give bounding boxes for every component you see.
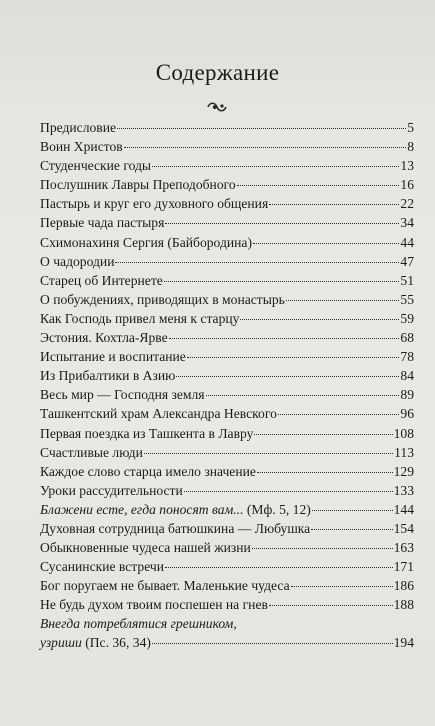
toc-entry[interactable]	[40, 118, 414, 137]
toc-entry-title: Духовная сотрудница батюшкина — Любушка	[40, 520, 311, 536]
dot-leader	[164, 281, 400, 282]
dot-leader	[312, 510, 393, 511]
dot-leader	[237, 185, 400, 186]
toc-entry-title: Ташкентский храм Александра Невского	[40, 406, 277, 422]
toc-entry-title: О чадородии	[40, 253, 115, 269]
toc-entry[interactable]	[40, 500, 414, 519]
toc-entry-title: Счастливые люди	[40, 444, 143, 460]
dot-leader	[257, 472, 393, 473]
toc-entry[interactable]	[40, 290, 414, 309]
toc-entry[interactable]	[40, 481, 414, 500]
toc-entry[interactable]	[40, 385, 414, 404]
toc-entry-title: Как Господь привел меня к старцу	[40, 310, 240, 326]
toc-entry-page: 78	[400, 349, 414, 365]
dot-leader	[184, 491, 393, 492]
toc-entry-title: Первые чада пастыря	[40, 215, 165, 231]
toc-entry-page: 108	[393, 425, 414, 441]
toc-entry-title-italic: узриши	[40, 635, 82, 651]
toc-entry[interactable]	[40, 233, 414, 252]
toc-entry-title: Не будь духом твоим поспешен на гнев	[40, 597, 268, 613]
toc-entry-page: 13	[400, 158, 414, 174]
toc-entry-title: Послушник Лавры Преподобного	[40, 177, 236, 193]
toc-entry-title: Воин Христов	[40, 139, 123, 155]
toc-entry[interactable]	[40, 519, 414, 538]
toc-entry-page: 5	[407, 120, 414, 135]
toc-entry[interactable]	[40, 309, 414, 328]
toc-entry-title	[40, 500, 311, 519]
toc-entry-title: Пастырь и круг его духовного общения	[40, 196, 269, 212]
toc-entry-page: 16	[400, 177, 414, 193]
toc-entry-page: 144	[393, 501, 414, 517]
toc-entry-title: Весь мир — Господня земля	[40, 387, 205, 403]
dot-leader	[286, 300, 400, 301]
dot-leader	[165, 223, 399, 224]
toc-entry-title: Старец об Интернете	[40, 272, 163, 288]
toc-entry[interactable]	[40, 271, 414, 290]
toc-entry-page: 171	[393, 559, 414, 575]
toc-entry[interactable]	[40, 194, 414, 213]
toc-entry-title: Уроки рассудительности	[40, 482, 183, 498]
toc-entry[interactable]	[40, 404, 414, 423]
toc-entry-page: 89	[400, 387, 414, 403]
toc-entry-page: 96	[400, 406, 414, 422]
toc-entry-title: Каждое слово старца имело значение	[40, 463, 256, 479]
dot-leader	[253, 243, 399, 244]
toc-entry-page: 84	[400, 368, 414, 384]
toc-entry[interactable]	[40, 557, 414, 576]
dot-leader	[117, 128, 406, 129]
toc-entry-page: 133	[393, 482, 414, 498]
dot-leader	[311, 529, 392, 530]
toc-entry[interactable]	[40, 595, 414, 614]
toc-entry-title-line1: Внегда потреблятися грешником,	[40, 616, 237, 632]
toc-entry-title-italic: Блажени есте, егда поносят вам...	[40, 501, 244, 517]
dot-leader	[206, 395, 400, 396]
toc-entry-page: 68	[400, 330, 414, 346]
toc-entry[interactable]	[40, 213, 414, 232]
toc-entry-page: 59	[400, 310, 414, 326]
toc-entry-page: 8	[407, 139, 414, 155]
toc-entry-title: Студенческие годы	[40, 158, 152, 174]
dot-leader	[187, 357, 400, 358]
dot-leader	[165, 567, 393, 568]
dot-leader	[115, 262, 399, 263]
toc-entry[interactable]	[40, 366, 414, 385]
toc-entry-title-line2	[40, 633, 151, 652]
dot-leader	[291, 586, 393, 587]
page-title: Содержание	[155, 60, 280, 85]
toc-entry-page: 22	[400, 196, 414, 212]
dot-leader	[278, 414, 400, 415]
toc-entry[interactable]	[40, 576, 414, 595]
toc-entry-title: Эстония. Кохтла-Ярве	[40, 330, 168, 346]
toc-entry-page: 34	[400, 215, 414, 231]
toc-entry-title-reference: (Пс. 36, 34)	[81, 635, 151, 651]
toc-entry-page: 186	[393, 578, 414, 594]
toc-entry-title: Обыкновенные чудеса нашей жизни	[40, 540, 251, 556]
toc-entry[interactable]	[40, 614, 414, 652]
toc-entry-title-reference: (Мф. 5, 12)	[243, 501, 311, 517]
toc-entry[interactable]	[40, 443, 414, 462]
dot-leader	[269, 605, 393, 606]
dot-leader	[124, 147, 406, 148]
toc-entry-page: 194	[393, 635, 414, 651]
table-of-contents	[40, 118, 414, 652]
toc-entry[interactable]	[40, 347, 414, 366]
toc-entry-title: Из Прибалтики в Азию	[40, 368, 176, 384]
toc-entry-title: Испытание и воспитание	[40, 349, 186, 365]
toc-entry[interactable]	[40, 252, 414, 271]
dot-leader	[240, 319, 399, 320]
fleuron-ornament-icon	[206, 100, 228, 114]
toc-entry[interactable]	[40, 175, 414, 194]
toc-entry-page: 163	[393, 540, 414, 556]
toc-entry[interactable]	[40, 156, 414, 175]
toc-entry-page: 154	[393, 520, 414, 536]
toc-entry-page: 188	[393, 597, 414, 613]
dot-leader	[144, 453, 393, 454]
toc-entry-page: 129	[393, 463, 414, 479]
dot-leader	[252, 548, 393, 549]
toc-entry[interactable]	[40, 424, 414, 443]
dot-leader	[152, 643, 393, 644]
dot-leader	[269, 204, 399, 205]
dot-leader	[254, 434, 392, 435]
toc-entry[interactable]	[40, 462, 414, 481]
toc-entry[interactable]	[40, 137, 414, 156]
toc-entry-title: Первая поездка из Ташкента в Лавру	[40, 425, 254, 441]
dot-leader	[176, 376, 399, 377]
toc-entry-page: 51	[400, 272, 414, 288]
toc-entry-page: 55	[400, 291, 414, 307]
toc-entry-page: 47	[400, 253, 414, 269]
dot-leader	[169, 338, 400, 339]
toc-entry-title: Предисловие	[40, 120, 117, 135]
toc-entry[interactable]	[40, 328, 414, 347]
toc-entry-page: 44	[400, 234, 414, 250]
toc-entry-title: Схимонахиня Сергия (Байбородина)	[40, 234, 252, 250]
toc-entry-page: 113	[394, 444, 414, 460]
toc-entry-title: Сусанинские встречи	[40, 559, 165, 575]
toc-entry-title: Бог поругаем не бывает. Маленькие чудеса	[40, 578, 290, 594]
dot-leader	[152, 166, 399, 167]
toc-entry[interactable]	[40, 538, 414, 557]
toc-entry-title: О побуждениях, приводящих в монастырь	[40, 291, 285, 307]
